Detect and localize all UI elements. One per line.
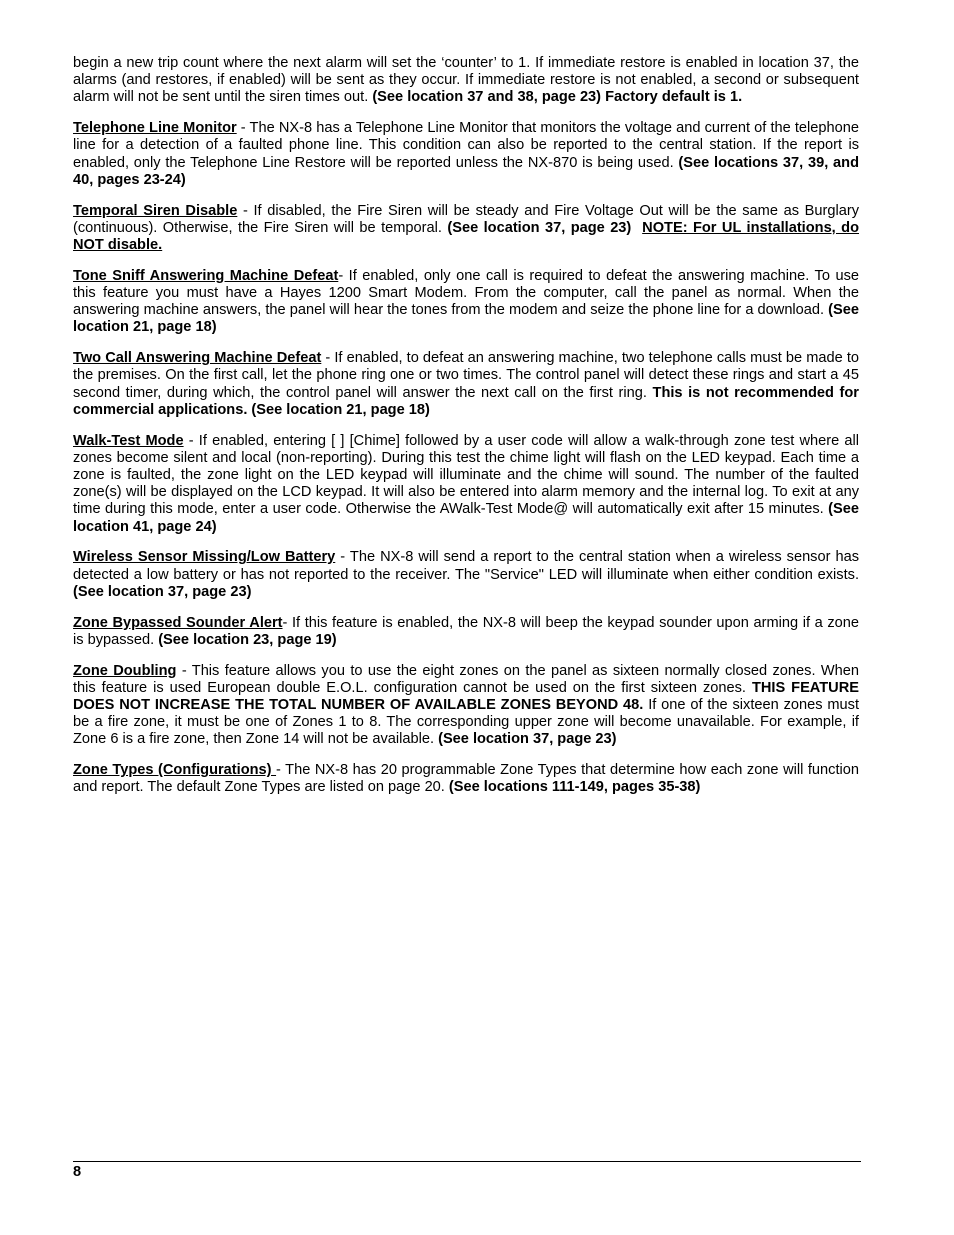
entry-reference: (See location 21, page 18) xyxy=(73,302,859,336)
entry-text: - If enabled, entering [ ] [Chime] followed by a user code will allow a walk-through zone test where all zones become silent and local (non-reporting). During this test the chime light will flash on the LED keypad. Each time a zone is faulted, the zone light on the LED keypad will illuminate and the chime will sound. The number of the faulted zone(s) will be displayed on the LCD keypad. It will also be entered into alarm memory and the internal log. To exit at any time during this mode, enter a user code. Otherwise the AWalk-Test Mode@ will automatically exit after 15 minutes. xyxy=(73,432,860,518)
intro-text: begin a new trip count where the next alarm will set the ‘counter’ to 1. If immediate restore is enabled in location 37, the alarms (and restores, if enabled) will be sent as they occur. If immediate restore is not enabled, a second or subsequent alarm will not be sent until the siren times out. xyxy=(73,55,859,106)
entry-two-call-answering-machine-defeat xyxy=(73,350,859,419)
entry-reference: This is not recommended for commercial applications. (See location 21, page 18) xyxy=(73,384,859,418)
entry-zone-doubling xyxy=(73,663,859,749)
entry-term: Zone Doubling xyxy=(73,662,177,679)
entry-term: Zone Types (Configurations) xyxy=(73,762,277,779)
entry-text: - If this feature is enabled, the NX-8 will beep the keypad sounder upon arming if a zone is bypassed. xyxy=(73,614,859,648)
entry-reference: (See location 37, page 23) xyxy=(438,731,617,748)
entry-term: Temporal Siren Disable xyxy=(73,202,238,219)
zone-limit-warning: THIS FEATURE DOES NOT INCREASE THE TOTAL NUMBER OF AVAILABLE ZONES BEYOND 48. xyxy=(73,679,859,714)
document-body xyxy=(73,55,859,810)
page-number: 8 xyxy=(73,1164,82,1180)
entry-text: - The NX-8 has a Telephone Line Monitor that monitors the voltage and current of the telephone line for a detection of a faulted phone line. This condition can also be reported to the central station. If the report is enabled, only the Telephone Line Restore will be reported unless the NX-870 is being used. xyxy=(73,120,859,171)
entry-text: - If enabled, to defeat an answering machine, two telephone calls must be made to the premises. On the first call, let the phone ring one or two times. The control panel will detect these rings and start a 45 second timer, during which, the control panel will answer the next call on the first ring. xyxy=(73,350,859,401)
intro-paragraph xyxy=(73,55,859,107)
entry-tone-sniff-answering-machine-defeat xyxy=(73,268,859,337)
entry-text: - If disabled, the Fire Siren will be steady and Fire Voltage Out will be the same as Burglary (continuous). Otherwise, the Fire Siren will be temporal. xyxy=(73,202,859,236)
entry-term: Two Call Answering Machine Defeat xyxy=(73,350,322,367)
entry-term: Zone Bypassed Sounder Alert xyxy=(73,614,283,631)
entry-reference: (See location 23, page 19) xyxy=(158,631,337,648)
entry-reference: (See location 41, page 24) xyxy=(73,501,859,535)
entry-term: Walk-Test Mode xyxy=(73,432,184,449)
entry-reference: (See locations 111-149, pages 35-38) xyxy=(448,779,701,796)
entry-zone-types xyxy=(73,762,859,796)
entry-term: Wireless Sensor Missing/Low Battery xyxy=(73,549,336,566)
entry-walk-test-mode xyxy=(73,433,859,536)
entry-reference: (See locations 37, 39, and 40, pages 23-24) xyxy=(73,154,859,188)
entry-text: - If enabled, only one call is required to defeat the answering machine. To use this feature you must have a Hayes 1200 Smart Modem. From the computer, call the panel as normal. When the answering machine answers, the panel will hear the tones from the modem and seize the phone line for a download. xyxy=(73,267,859,319)
entry-telephone-line-monitor xyxy=(73,120,859,189)
entry-text: - The NX-8 has 20 programmable Zone Types that determine how each zone will function and report. The default Zone Types are listed on page 20. xyxy=(73,762,859,796)
entry-zone-bypassed-sounder-alert xyxy=(73,615,859,649)
entry-wireless-sensor-missing-low-battery xyxy=(73,549,859,601)
entry-text: - The NX-8 will send a report to the central station when a wireless sensor has detected a low battery or has not reported to the receiver. The "Service" LED will illuminate when either condition exists. xyxy=(73,549,859,583)
entry-text: - This feature allows you to use the eight zones on the panel as sixteen normally closed zones. When this feature is used European double E.O.L. configuration cannot be used on the first sixteen zones. xyxy=(73,662,859,696)
entry-term: Tone Sniff Answering Machine Defeat xyxy=(73,267,339,284)
entry-reference: (See location 37, page 23) xyxy=(447,219,632,236)
entry-reference: (See location 37, page 23) xyxy=(73,583,252,600)
entry-term: Telephone Line Monitor xyxy=(73,120,237,137)
footer-rule xyxy=(73,1161,861,1162)
ul-installation-note: NOTE: For UL installations, do NOT disable. xyxy=(73,219,859,254)
entry-text-continued: If one of the sixteen zones must be a fire zone, it must be one of Zones 1 to 8. The corresponding upper zone will become unavailable. For example, if Zone 6 is a fire zone, then Zone 14 will not be available. xyxy=(73,697,859,748)
intro-reference: (See location 37 and 38, page 23) Factory default is 1. xyxy=(372,89,743,106)
entry-temporal-siren-disable xyxy=(73,203,859,255)
